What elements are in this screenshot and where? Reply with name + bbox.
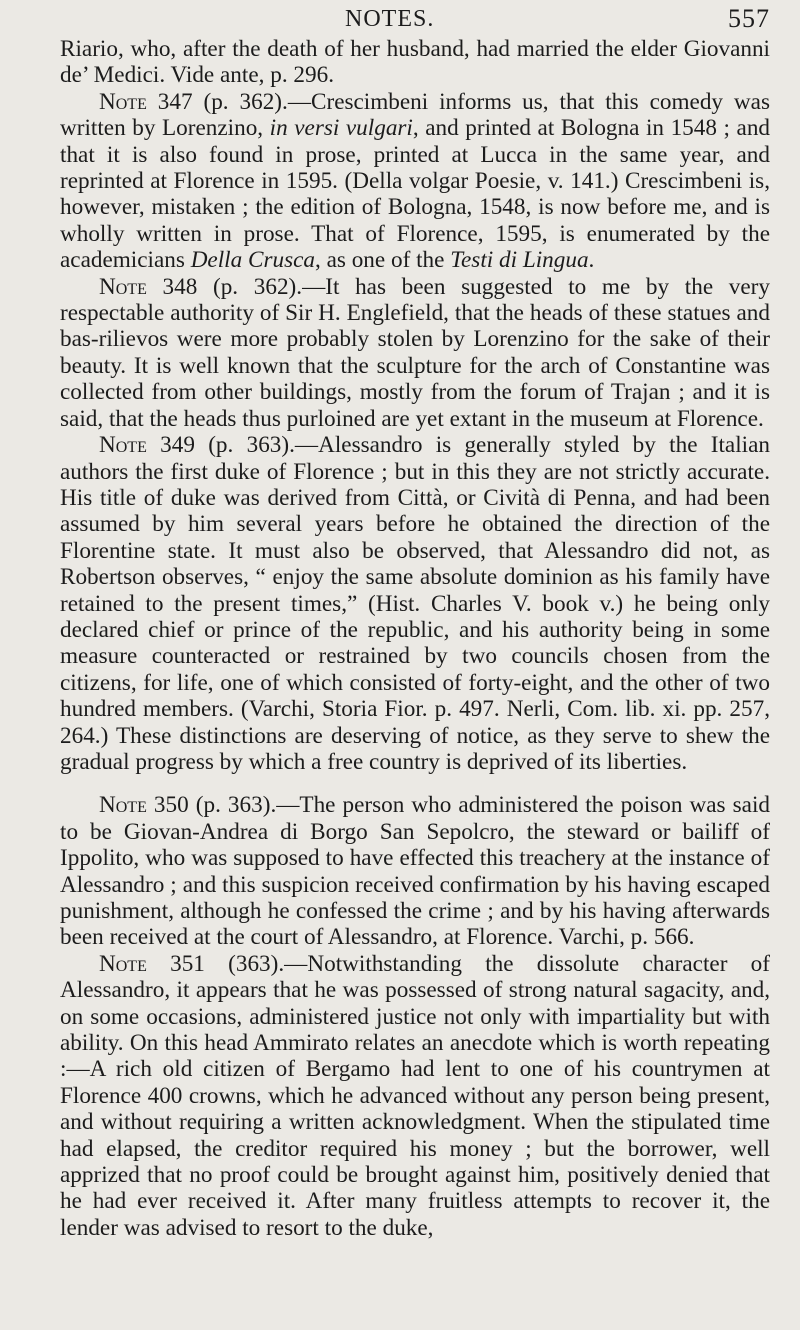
text-run: 350 (p. 363).—The person who administered the poison was said to be Giovan-Andrea di Borgo San Sepolcro, the steward or bailiff of Ippolito, who was supposed to have effected this treachery at the instance of Alessandro ; and this suspicion received confirmation by his having escaped punishment, although he confessed the crime ; and by his having afterwards been received at the court of Alessandro, at Florence. Varchi, p. 566. bbox=[60, 792, 770, 951]
note-label: Note bbox=[99, 273, 147, 300]
header-title: NOTES. bbox=[345, 6, 435, 32]
italic-text: Della Crusca bbox=[190, 247, 315, 274]
note-label: Note bbox=[99, 792, 147, 819]
note-label: Note bbox=[99, 950, 147, 977]
page-number: 557 bbox=[728, 4, 770, 33]
continuation-paragraph bbox=[60, 36, 770, 89]
text-run: 349 (p. 363).—Alessandro is generally styled by the Italian authors the first duke of Florence ; but in this they are not strictly accurate. His title of duke was derived from Città, or Cività di Penna, and had been assumed by him several years before he obtained the direction of the Florentine state. It must also be observed, that Alessandro did not, as Robertson observes, “ enjoy the same absolute dominion as his family have retained to the present times,” (Hist. Charles V. book v.) he being only declared chief or prince of the republic, and his authority being in some measure counteracted or restrained by two councils chosen from the citizens, for life, one of which consisted of forty-eight, and the other of two hundred members. (Varchi, Storia Fior. p. 497. Nerli, Com. lib. xi. pp. 257, 264.) These distinctions are deserving of notice, as they serve to shew the gradual progress by which a free country is deprived of its liberties. bbox=[60, 432, 770, 775]
text-run: . bbox=[588, 247, 595, 274]
body-text bbox=[60, 36, 770, 1241]
text-run: 351 (363).—Notwithstanding the dissolute character of Alessandro, it appears that he was possessed of strong natural sagacity, and, on some occasions, administered justice not only with impartiality but with ability. On this head Ammirato relates an anecdote which is worth repeating :—A rich old citizen of Bergamo had lent to one of his countrymen at Florence 400 crowns, which he advanced without any person being present, and without requiring a written acknowledgment. When the stipulated time had elapsed, the creditor required his money ; but the borrower, well apprized that no proof could be brought against him, positively denied that he had ever received it. After many fruitless attempts to recover it, the lender was advised to resort to the duke, bbox=[60, 950, 770, 1241]
text-run: , and printed at Bologna in 1548 ; and that it is also found in prose, printed at Lucca in the same year, and reprinted at Florence in 1595. (Della volgar Poesie, v. 141.) Crescimbeni is, however, mistaken ; the edition of Bologna, 1548, is now before me, and is wholly written in prose. That of Florence, 1595, is enumerated by the academicians bbox=[60, 115, 771, 274]
text-run: Riario, who, after the death of her husband, had married the elder Giovanni de’ Medici. Vide ante, p. 296. bbox=[60, 36, 770, 89]
note-label: Note bbox=[99, 88, 147, 115]
text-run: 347 (p. 362).—Crescimbeni informs us, that this comedy was written by Lorenzino, bbox=[60, 88, 770, 142]
note-paragraph bbox=[60, 89, 770, 274]
note-paragraph bbox=[60, 274, 770, 432]
text-run: , as one of the bbox=[315, 247, 451, 274]
italic-text: in versi vulgari bbox=[269, 115, 413, 142]
note-paragraph bbox=[60, 792, 770, 950]
note-label: Note bbox=[99, 432, 147, 459]
running-head bbox=[60, 0, 770, 36]
note-paragraph bbox=[60, 951, 770, 1241]
note-paragraph bbox=[60, 432, 770, 775]
italic-text: Testi di Lingua bbox=[450, 247, 589, 274]
text-run: 348 (p. 362).—It has been suggested to me by the very respectable authority of Sir H. Englefield, that the heads of these statues and bas-rilievos were more probably stolen by Lorenzino for the sake of their beauty. It is well known that the sculpture for the arch of Constantine was collected from other buildings, mostly from the forum of Trajan ; and it is said, that the heads thus purloined are yet extant in the museum at Florence. bbox=[60, 273, 770, 432]
